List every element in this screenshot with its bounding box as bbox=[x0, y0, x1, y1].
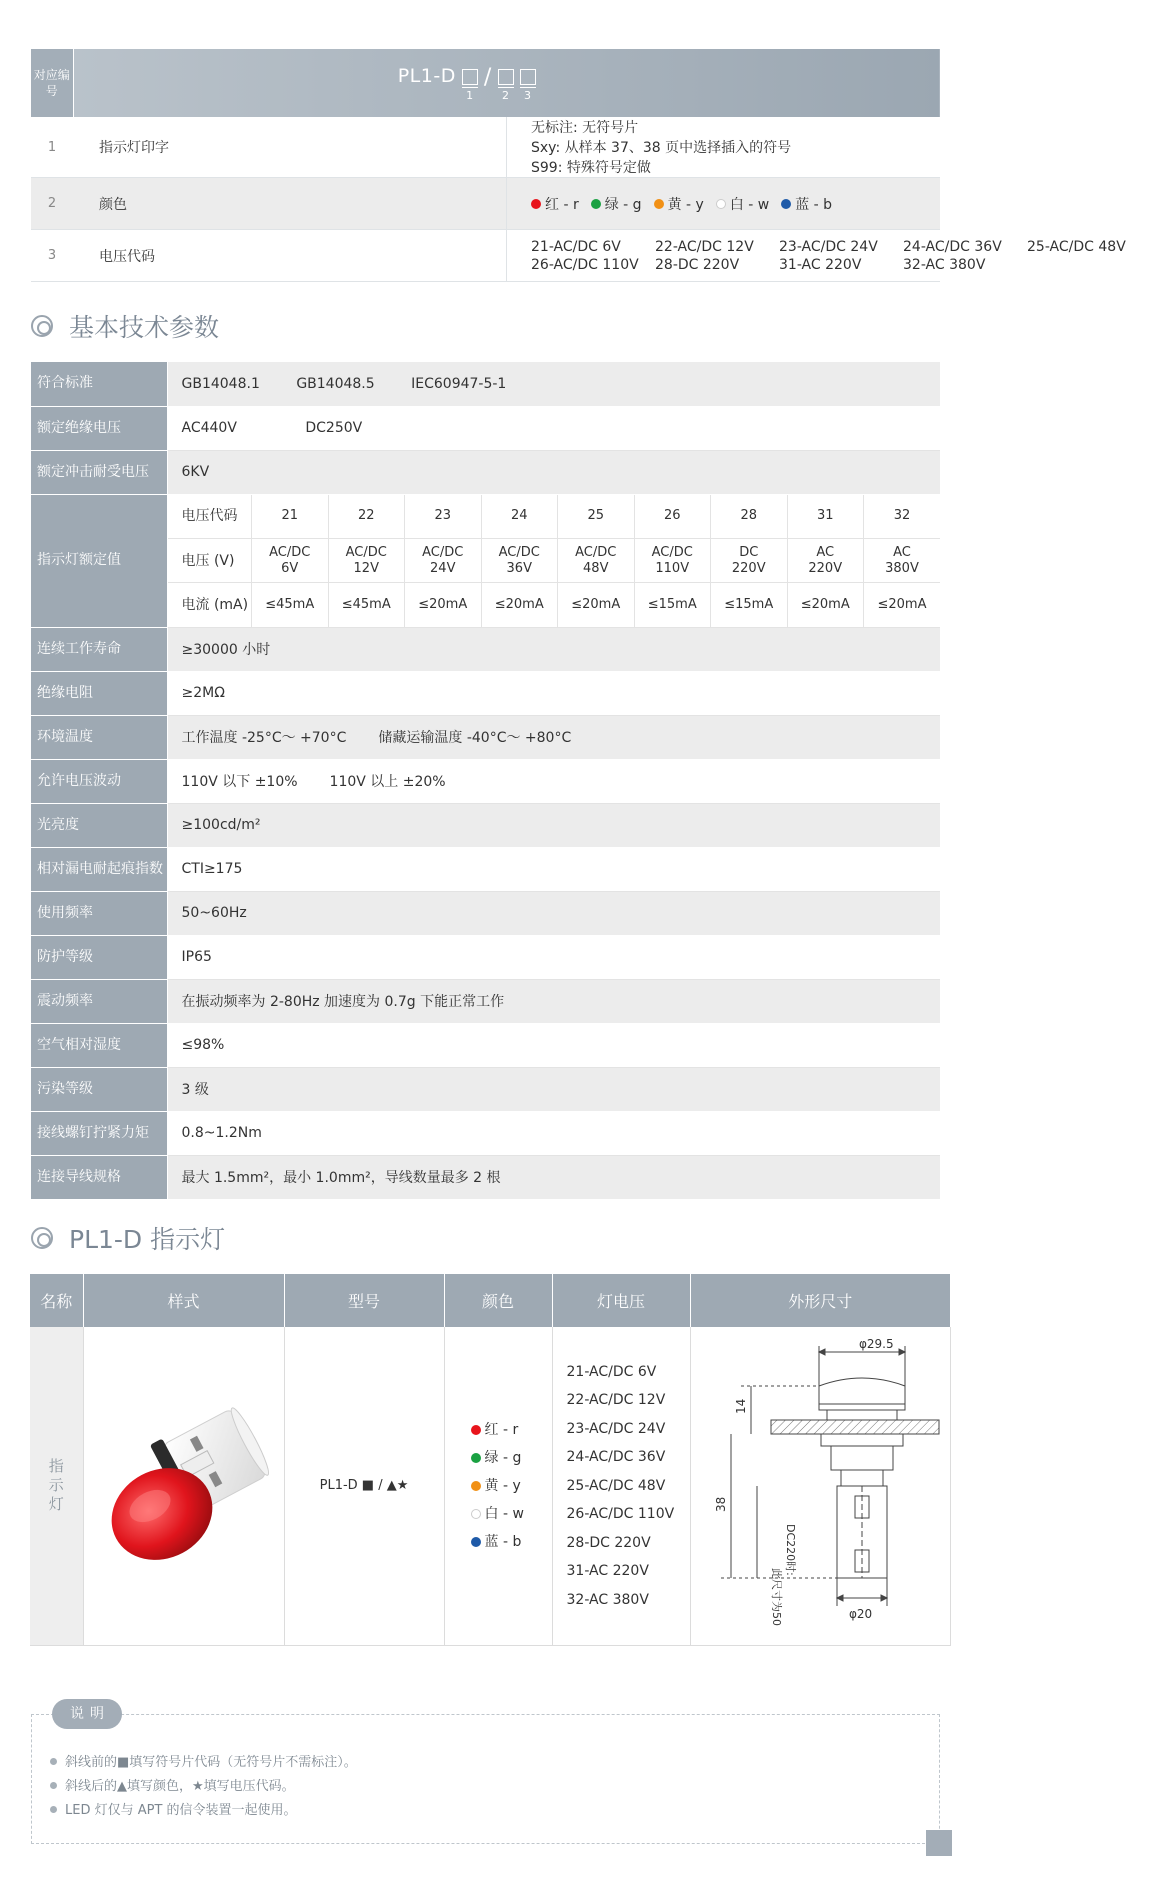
voltage-option: 31-AC 220V bbox=[779, 256, 862, 273]
dim-note-dc220: DC220时: bbox=[784, 1523, 797, 1576]
rated-current: ≤45mA bbox=[252, 583, 329, 627]
color-option: 白 - w bbox=[716, 194, 769, 214]
voltage-option: 32-AC 380V bbox=[903, 256, 986, 273]
color-dot-icon bbox=[591, 199, 601, 209]
product-voltage-item: 23-AC/DC 24V bbox=[566, 1420, 666, 1437]
color-options bbox=[507, 178, 941, 230]
product-voltage-item: 31-AC 220V bbox=[566, 1563, 649, 1579]
spec-row: 符合标准 GB14048.1 GB14048.5 IEC60947-5-1 bbox=[31, 362, 940, 406]
code-header-label: 对应编号 bbox=[31, 49, 73, 117]
notes-list bbox=[50, 1751, 357, 1823]
note-item: LED 灯仅与 APT 的信令装置一起使用。 bbox=[50, 1799, 357, 1823]
header-model: 型号 bbox=[284, 1274, 444, 1327]
code-row-color: 2 颜色 红 - r 绿 - g 黄 - y 白 - w 蓝 - b bbox=[31, 178, 940, 230]
rated-voltage: AC 380V bbox=[864, 539, 941, 583]
color-dot-icon bbox=[531, 199, 541, 209]
color-option: 红 - r bbox=[531, 194, 579, 214]
rated-current: ≤20mA bbox=[558, 583, 635, 627]
rated-voltage: AC 220V bbox=[787, 539, 864, 583]
spec-row-rated: 指示灯额定值 电压代码 21 22 23 24 25 26 28 31 32 电压 (V) AC/DC 6V AC/DC 12V AC/DC 24V AC/DC 36V AC/DC 48V AC/DC 110V DC 220V AC 220V AC 380V 电流 (mA) ≤45mA ≤45mA ≤20mA ≤20mA ≤20mA ≤15mA ≤15mA ≤20mA ≤20mA bbox=[31, 494, 940, 627]
product-table bbox=[30, 1274, 951, 1646]
code-table bbox=[31, 49, 1126, 282]
slot-2: 2 bbox=[498, 65, 514, 102]
dim-top-diameter: φ29.5 bbox=[859, 1336, 894, 1351]
notes-box bbox=[31, 1706, 940, 1844]
product-voltage-item: 22-AC/DC 12V bbox=[566, 1392, 666, 1408]
rated-current: ≤20mA bbox=[405, 583, 482, 627]
product-image bbox=[83, 1327, 284, 1645]
rated-voltage: AC/DC 12V bbox=[328, 539, 405, 583]
color-dot-icon bbox=[471, 1509, 481, 1519]
product-voltage-item: 28-DC 220V bbox=[566, 1534, 651, 1551]
header-color: 颜色 bbox=[444, 1274, 552, 1327]
slot-1: 1 bbox=[462, 65, 478, 102]
product-color-item: 黄 - y bbox=[471, 1472, 552, 1500]
rated-code: 28 bbox=[711, 495, 788, 539]
color-option: 蓝 - b bbox=[781, 194, 832, 214]
indicator-lamp-image bbox=[84, 1386, 284, 1586]
color-option: 黄 - y bbox=[654, 194, 704, 214]
product-color-item: 绿 - g bbox=[471, 1444, 552, 1472]
rated-code: 21 bbox=[252, 495, 329, 539]
rated-current: ≤15mA bbox=[634, 583, 711, 627]
dimension-drawing bbox=[690, 1327, 950, 1645]
voltage-option: 21-AC/DC 6V bbox=[531, 238, 621, 255]
rated-voltage: AC/DC 110V bbox=[634, 539, 711, 583]
rated-voltage: DC 220V bbox=[711, 539, 788, 583]
product-row bbox=[30, 1327, 950, 1645]
dim-height-38: 38 bbox=[714, 1496, 728, 1512]
rated-code: 31 bbox=[787, 495, 864, 539]
color-dot-icon bbox=[781, 199, 791, 209]
code-row-print: 1 指示灯印字 无标注: 无符号片 Sxy: 从样本 37、38 页中选择插入的符号 S99: 特殊符号定做 bbox=[31, 117, 940, 178]
rated-code: 32 bbox=[864, 495, 941, 539]
color-dot-icon bbox=[471, 1425, 481, 1435]
rated-voltage: AC/DC 36V bbox=[481, 539, 558, 583]
dim-note-50: 此尺寸为50 bbox=[770, 1567, 783, 1626]
color-dot-icon bbox=[471, 1481, 481, 1491]
product-voltage-item: 32-AC 380V bbox=[566, 1591, 649, 1608]
header-name: 名称 bbox=[30, 1274, 83, 1327]
product-color-item: 白 - w bbox=[471, 1500, 552, 1528]
slot-3: 3 bbox=[520, 65, 536, 102]
rated-code: 22 bbox=[328, 495, 405, 539]
header-dimensions: 外形尺寸 bbox=[690, 1274, 950, 1327]
dimension-diagram bbox=[691, 1336, 949, 1636]
rated-code: 26 bbox=[634, 495, 711, 539]
rated-voltage: AC/DC 24V bbox=[405, 539, 482, 583]
product-voltage-item: 26-AC/DC 110V bbox=[566, 1506, 675, 1522]
color-dot-icon bbox=[471, 1537, 481, 1547]
voltage-option: 22-AC/DC 12V bbox=[655, 238, 754, 255]
product-color-item: 蓝 - b bbox=[471, 1528, 552, 1556]
code-header-model: PL1-D 1 / 2 3 bbox=[73, 49, 940, 117]
rated-current: ≤45mA bbox=[328, 583, 405, 627]
model-prefix: PL1-D bbox=[397, 64, 456, 87]
note-item: 斜线后的▲填写颜色，★填写电压代码。 bbox=[50, 1775, 357, 1799]
color-dot-icon bbox=[471, 1453, 481, 1463]
print-option: S99: 特殊符号定做 bbox=[531, 160, 651, 176]
notes-badge: 说明 bbox=[52, 1699, 122, 1729]
product-voltage-item: 25-AC/DC 48V bbox=[566, 1477, 666, 1494]
rated-voltage: AC/DC 48V bbox=[558, 539, 635, 583]
ring-icon bbox=[31, 1227, 53, 1249]
dim-bottom-diameter: φ20 bbox=[849, 1606, 873, 1621]
note-item: 斜线前的■填写符号片代码（无符号片不需标注）。 bbox=[50, 1751, 357, 1775]
spec-row: 额定绝缘电压 AC440V DC250V bbox=[31, 406, 940, 450]
product-voltage-item: 21-AC/DC 6V bbox=[566, 1363, 657, 1380]
spec-row: 额定冲击耐受电压 6KV bbox=[31, 450, 940, 494]
rated-current: ≤20mA bbox=[864, 583, 941, 627]
rated-values-table: 电压代码 21 22 23 24 25 26 28 31 32 电压 (V) AC/DC 6V AC/DC 12V AC/DC 24V AC/DC 36V AC/DC 48V AC/DC 110V DC 220V AC 220V AC 380V 电流 (mA) ≤45mA ≤45mA ≤20mA ≤20mA ≤20mA ≤15mA ≤15mA ≤20mA ≤20mA bbox=[168, 495, 941, 627]
voltage-option: 23-AC/DC 24V bbox=[779, 238, 878, 255]
color-dot-icon bbox=[654, 199, 664, 209]
rated-current: ≤20mA bbox=[481, 583, 558, 627]
product-color-item: 红 - r bbox=[471, 1416, 552, 1444]
product-colors bbox=[445, 1416, 552, 1556]
section-title-product: PL1-D 指示灯 bbox=[31, 1220, 225, 1256]
color-option: 绿 - g bbox=[591, 194, 642, 214]
corner-decoration bbox=[926, 1830, 952, 1856]
lamp-illustration bbox=[84, 1386, 284, 1586]
dim-height-14: 14 bbox=[734, 1398, 748, 1414]
category-label: 指示灯 bbox=[48, 1457, 64, 1514]
rated-code: 25 bbox=[558, 495, 635, 539]
header-style: 样式 bbox=[83, 1274, 284, 1327]
rated-voltage: AC/DC 6V bbox=[252, 539, 329, 583]
voltage-option: 24-AC/DC 36V bbox=[903, 238, 1002, 255]
ring-icon bbox=[31, 315, 53, 337]
section-title-basic: 基本技术参数 bbox=[31, 308, 219, 344]
rated-current: ≤15mA bbox=[711, 583, 788, 627]
product-voltage-item: 24-AC/DC 36V bbox=[566, 1449, 666, 1465]
rated-code: 24 bbox=[481, 495, 558, 539]
print-option: 无标注: 无符号片 bbox=[531, 120, 639, 136]
voltage-option: 28-DC 220V bbox=[655, 256, 740, 273]
color-dot-icon bbox=[716, 199, 726, 209]
rated-current: ≤20mA bbox=[787, 583, 864, 627]
header-voltage: 灯电压 bbox=[552, 1274, 690, 1327]
product-voltages bbox=[553, 1358, 690, 1615]
code-row-voltage: 3 电压代码 21-AC/DC 6V 22-AC/DC 12V 23-AC/DC 24V 24-AC/DC 36V 25-AC/DC 48V 26-AC/DC 110V 28-DC 220V 31-AC 220V 32-AC 380V bbox=[31, 230, 940, 282]
rated-code: 23 bbox=[405, 495, 482, 539]
spec-table: 符合标准 GB14048.1 GB14048.5 IEC60947-5-1 额定绝缘电压 AC440V DC250V 额定冲击耐受电压 6KV 指示灯额定值 电压代码 21 22 23 24 25 26 28 31 32 电压 (V) AC/DC 6V AC/DC 12V AC/DC 24V AC/DC 36V AC/DC 48V AC/DC 110V DC 220V AC 220V AC 380V 电流 (mA) ≤45mA ≤45mA ≤20mA ≤20mA ≤20mA ≤15mA ≤15mA ≤20mA ≤20mA 连续工作寿命 ≥30000 小时 绝缘电阻 ≥2MΩ 环境温度 工作温度 -25°C～ +70°C 储藏运输温度 -40°C～ +80°C 允许电压波动 110V 以下 ±10% 110V 以上 ±20% 光亮度 ≥100cd/m² 相对漏电耐起痕指数 CTI≥175 使用频率 50~60Hz 防护等级 IP65 震动频率 在振动频率为 2-80Hz 加速度为 0.7g 下能正常工作 空气相对湿度 ≤98% 污染等级 3 级 接线螺钉拧紧力矩 0.8~1.2Nm 连接导线规格 最大 1.5mm²，最小 1.0mm²，导线数量最多 2 根 bbox=[31, 362, 940, 1200]
voltage-option: 26-AC/DC 110V bbox=[531, 256, 639, 273]
print-option: Sxy: 从样本 37、38 页中选择插入的符号 bbox=[531, 140, 792, 156]
product-model: PL1-D ■ / ▲★ bbox=[284, 1327, 444, 1645]
voltage-option: 25-AC/DC 48V bbox=[1027, 238, 1126, 255]
